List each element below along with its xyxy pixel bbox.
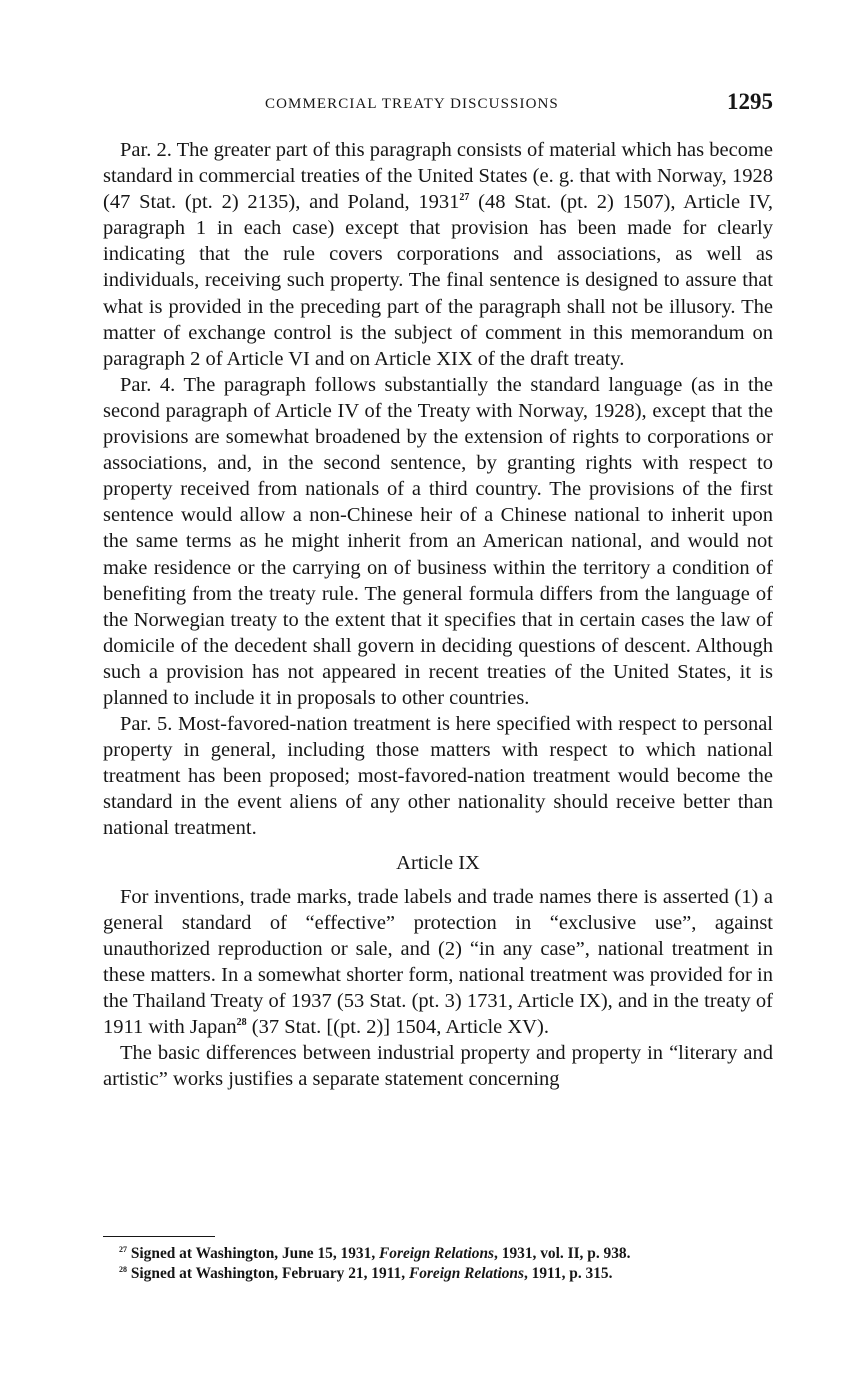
paragraph-par-5: Par. 5. Most-favored-nation treatment is here specified with respect to personal property in general, including those matters with respect to which national treatment has been proposed; most-favored-nation treatment would become the standard in the event aliens of any other nationality should receive better than national treatment. — [103, 713, 773, 840]
paragraph-text: Par. 2. The greater part of this paragraph consists of material which has become standard in commercial treaties of the United States (e. g. that with Norway, 1928 (47 Stat. (pt. 2) 2135), and Poland, 1931 — [103, 139, 773, 214]
paragraph-par-4: Par. 4. The paragraph follows substantially the standard language (as in the second paragraph of Article IV of the Treaty with Norway, 1928), except that the provisions are somewhat broadened by the extension of rights to corporations or associations, and, in the second sentence, by granting rights with respect to property received from nationals of a third country. The provisions of the first sentence would allow a non-Chinese heir of a Chinese national to inherit upon the same terms as he might inherit from an American national, and would not make residence or the carrying on of business within the territory a condition of benefiting from the treaty rule. The general formula differs from the language of the Norwegian treaty to the extent that it specifies that in certain cases the law of domicile of the decedent shall govern in deciding questions of descent. Although such a provision has not appeared in recent treaties of the United States, it is planned to include it in proposals to other countries. — [103, 373, 773, 709]
paragraph-text: For inventions, trade marks, trade labels and trade names there is asserted (1) a general standard of “effective” protection in “exclusive use”, against unauthorized reproduction or sale, and (2) “in any case”, national treatment in these matters. In a somewhat shorter form, national treatment was provided for in the Thailand Treaty of 1937 (53 Stat. (pt. 3) 1731, Article IX), and in the treaty of 1911 with Japan — [103, 885, 773, 1039]
paragraph-article-ix — [103, 884, 773, 1041]
footnotes — [119, 1244, 779, 1284]
running-head: COMMERCIAL TREATY DISCUSSIONS — [265, 96, 559, 112]
main-text — [103, 137, 773, 1092]
footnote-text: , 1931, vol. II, p. 938. — [494, 1245, 631, 1262]
paragraph-par-2 — [103, 137, 773, 372]
footnote-reference-28: 28 — [236, 1017, 247, 1029]
paragraph-industrial-property: The basic differences between industrial property and property in “literary and artistic” works justifies a separate statement concerning — [103, 1042, 773, 1091]
article-heading: Article IX — [396, 851, 480, 874]
footnote-text: , 1911, p. 315. — [523, 1265, 613, 1282]
footnote-publication-title: Foreign Relations — [408, 1265, 524, 1282]
footnote-reference-27: 27 — [459, 192, 470, 204]
footnote-27 — [119, 1244, 779, 1264]
paragraph-text: (37 Stat. [(pt. 2)] 1504, Article XV). — [246, 1016, 549, 1039]
footnote-number: 27 — [119, 1245, 127, 1254]
page-number: 1295 — [727, 89, 773, 114]
footnote-divider — [103, 1236, 215, 1237]
footnote-number: 28 — [119, 1265, 127, 1274]
footnote-publication-title: Foreign Relations — [379, 1245, 495, 1262]
footnote-28 — [119, 1264, 779, 1284]
footnote-text: Signed at Washington, June 15, 1931, — [127, 1245, 380, 1262]
page-header — [103, 89, 773, 122]
footnote-text: Signed at Washington, February 21, 1911, — [127, 1265, 409, 1282]
paragraph-text: (48 Stat. (pt. 2) 1507), Article IV, paragraph 1 in each case) except that provision has been made for clearly indicating that the rule covers corporations and associations, as well as individuals, receiving such property. The final sentence is designed to assure that what is provided in the preceding part of the paragraph shall not be illusory. The matter of exchange control is the subject of comment in this memorandum on paragraph 2 of Article VI and on Article XIX of the draft treaty. — [103, 191, 773, 370]
